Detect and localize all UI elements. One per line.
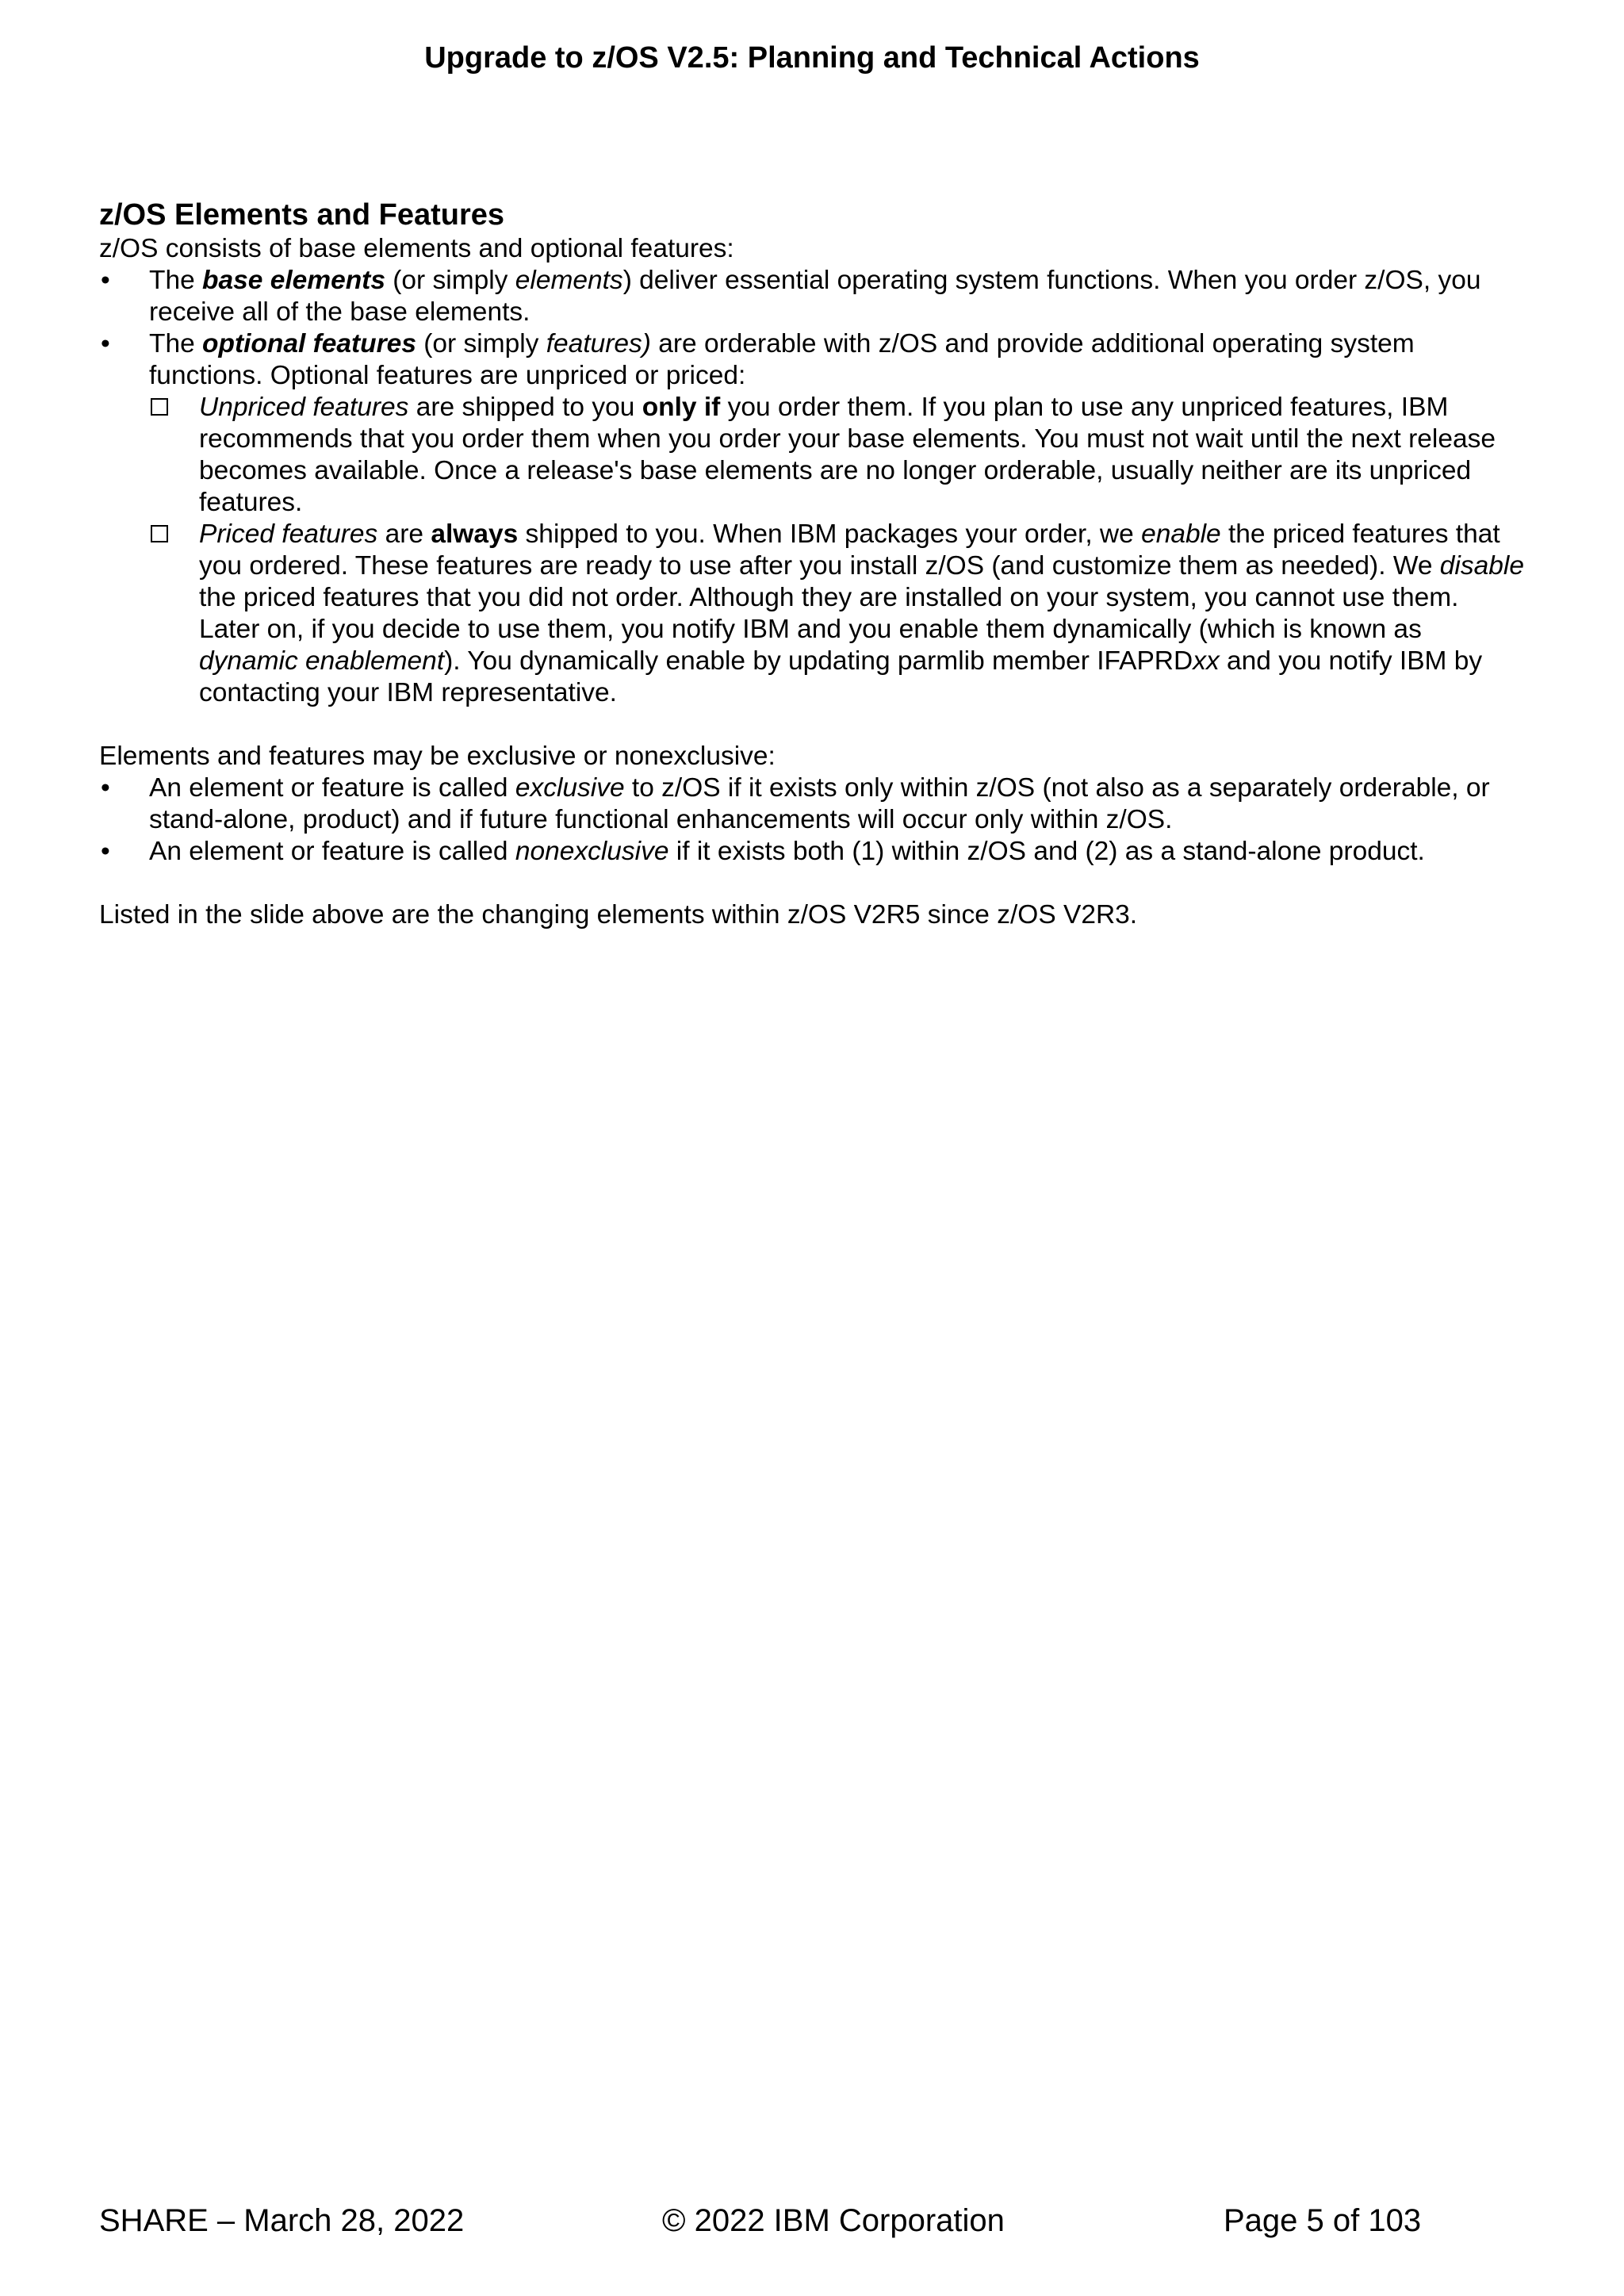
page-footer: [99, 2201, 1526, 2240]
section-title: z/OS Elements and Features: [99, 198, 505, 232]
spacer: [99, 709, 1526, 741]
checkbox-square-icon: [151, 398, 168, 416]
bullet-icon: •: [101, 266, 110, 295]
spacer: [99, 868, 1526, 899]
feature-type-list: [149, 392, 1526, 709]
section-intro: z/OS consists of base elements and optional features:: [99, 234, 734, 263]
footer-page-number: Page 5 of 103: [1224, 2203, 1422, 2238]
elements-features-list: [99, 265, 1526, 709]
bullet-icon: •: [101, 773, 110, 803]
term-exclusive: exclusive: [515, 773, 625, 803]
term-nonexclusive: nonexclusive: [515, 837, 669, 866]
footer-copyright: © 2022 IBM Corporation: [662, 2203, 1005, 2238]
sub-item-priced: Priced features are always shipped to you. When IBM packages your order, we enable the priced features that you ordered. These features are ready to use after you install z/OS (and customize them as needed). We disable the priced features that you did not order. Although they are installed on your system, you cannot use them. Later on, if you decide to use them, you notify IBM and you enable them dynamically (which is known as dynamic enablement). You dynamically enable by updating parmlib member IFAPRDxx and you notify IBM by contacting your IBM representative.: [99, 519, 1526, 709]
main-content: [99, 197, 1526, 931]
term-optional-features: optional features: [202, 329, 416, 358]
list-item: • The optional features (or simply features) are orderable with z/OS and provide additional operating system functions. Optional features are unpriced or priced: Unpriced features are shipped to you only if you order them. If you plan to use any unpriced features, IBM recommends that you order them when you order your base elements. You must not wait until the next release becomes available. Once a release's base elements are no longer orderable, usually neither are its unpriced features. Priced features are always shipped to you. When IBM packages your order, we enable the priced features that you ordered. These features are ready to use after you install z/OS (and customize them as needed). We disable the priced features that you did not order. Although they are installed on your system, you cannot use them. Later on, if you decide to use them, you notify IBM and you enable them dynamically (which is known as dynamic enablement). You dynamically enable by updating parmlib member IFAPRDxx and you notify IBM by contacting your IBM representative.: [99, 328, 1526, 709]
exclusivity-list: [99, 772, 1526, 868]
footer-event-date: SHARE – March 28, 2022: [99, 2203, 465, 2238]
checkbox-square-icon: [151, 525, 168, 542]
list-item: • An element or feature is called nonexclusive if it exists both (1) within z/OS and (2) as a stand-alone product.: [101, 837, 1425, 866]
closing-paragraph: Listed in the slide above are the changing elements within z/OS V2R5 since z/OS V2R3.: [99, 900, 1138, 930]
exclusivity-intro: Elements and features may be exclusive or nonexclusive:: [99, 742, 776, 771]
bullet-icon: •: [101, 837, 110, 866]
list-item: • The base elements (or simply elements) deliver essential operating system functions. When you order z/OS, you receive all of the base elements.: [101, 266, 1481, 327]
page-header: Upgrade to z/OS V2.5: Planning and Technical Actions: [424, 41, 1200, 75]
term-base-elements: base elements: [202, 266, 385, 295]
list-item: • An element or feature is called exclusive to z/OS if it exists only within z/OS (not also as a separately orderable, or stand-alone, product) and if future functional enhancements will occur only within z/OS.: [101, 773, 1490, 834]
sub-item-unpriced: Unpriced features are shipped to you only if you order them. If you plan to use any unpriced features, IBM recommends that you order them when you order your base elements. You must not wait until the next release becomes available. Once a release's base elements are no longer orderable, usually neither are its unpriced features.: [99, 392, 1526, 519]
bullet-icon: •: [101, 329, 110, 358]
